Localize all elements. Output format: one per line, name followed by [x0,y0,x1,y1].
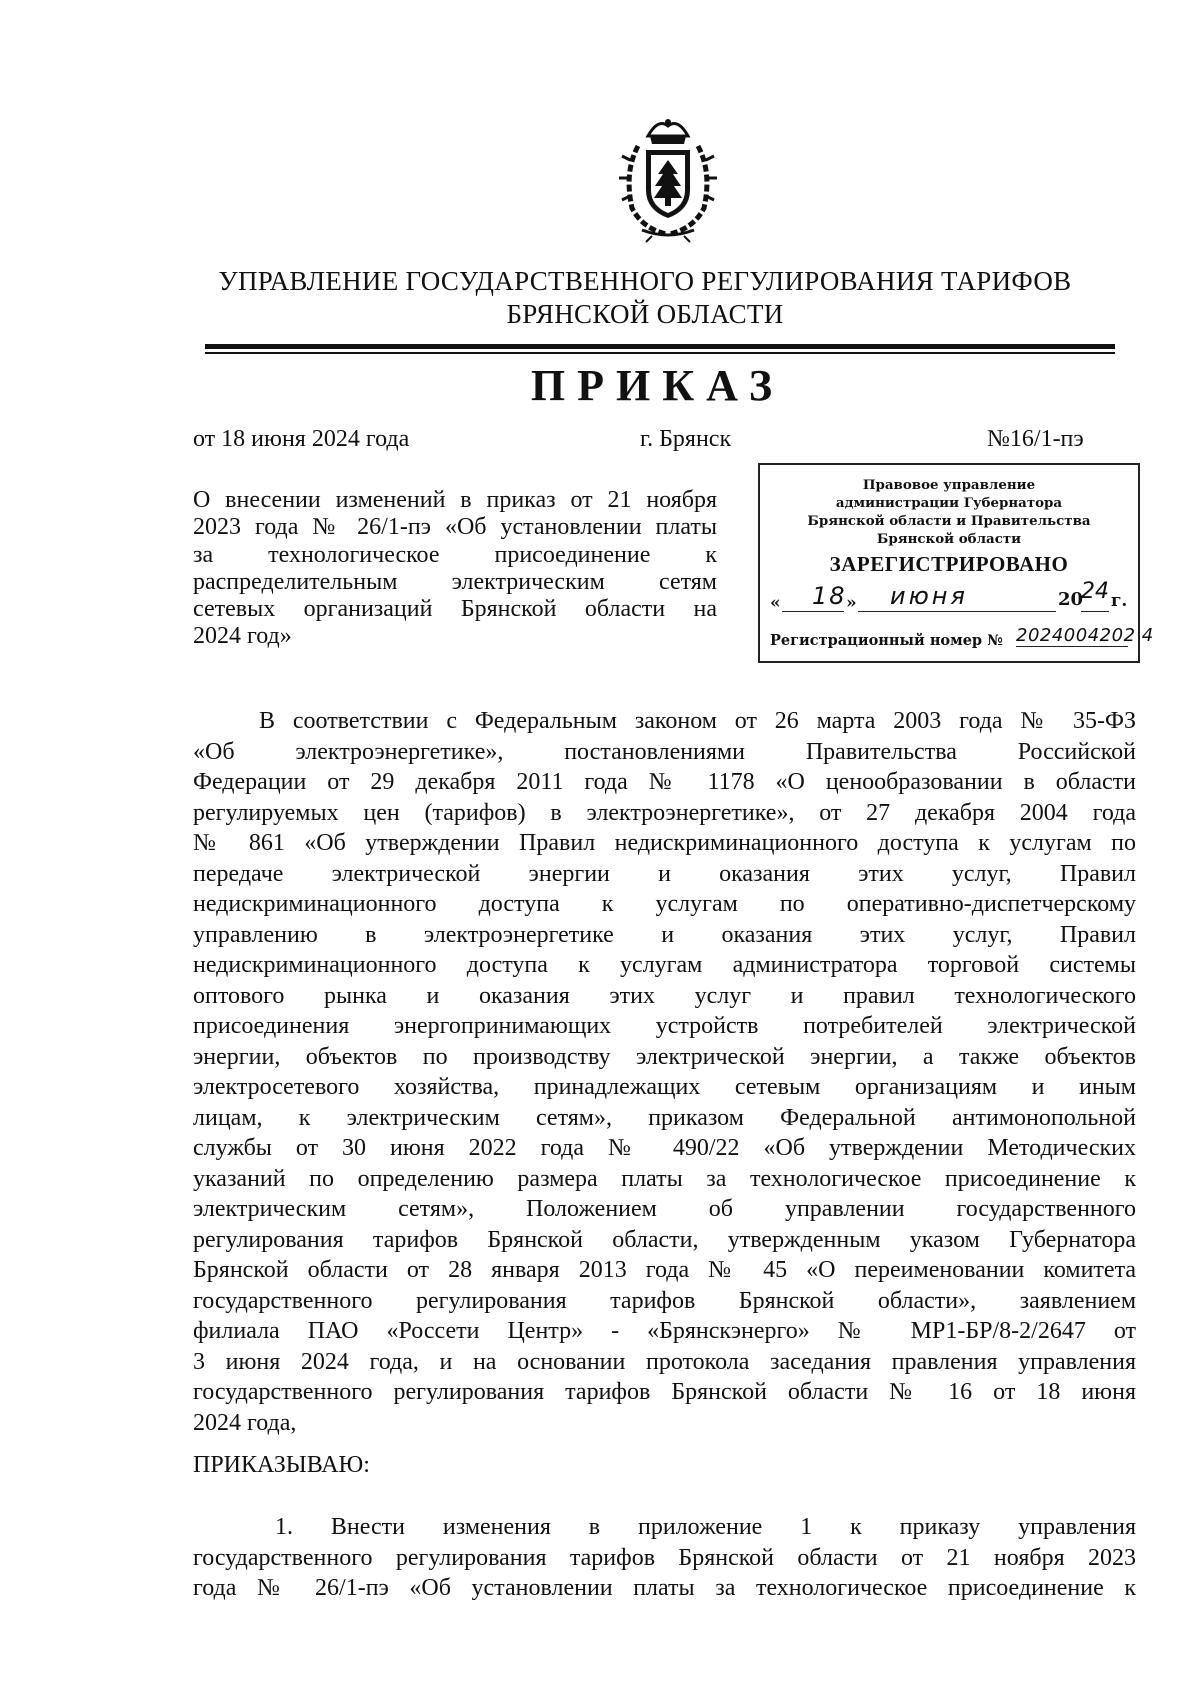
body-line: филиала ПАО «Россети Центр» - «Брянскэнерго» № МР1-БР/8-2/2647 от [193,1318,1136,1344]
body-line: 3 июня 2024 года, и на основании протокола заседания правления управления [193,1348,1136,1375]
order-command: ПРИКАЗЫВАЮ: [193,1452,370,1478]
stamp-day-underline [782,611,844,612]
body-line: лицам, к электрическим сетям», приказом Федеральной антимонопольной [193,1104,1136,1131]
stamp-handwritten-month: июня [890,582,968,610]
stamp-year-suffix: г. [1111,591,1128,611]
header-rule-thin [205,352,1115,354]
order-city: г. Брянск [640,426,732,452]
order-number: №16/1-пэ [987,426,1084,452]
organization-name-line1: УПРАВЛЕНИЕ ГОСУДАРСТВЕННОГО РЕГУЛИРОВАНИЯ ТАРИФОВ [218,266,1072,296]
stamp-handwritten-year: 24 [1081,579,1109,604]
stamp-authority-line: Правовое управление [862,477,1036,493]
body-line: электрическим сетям», Положением об управлении государственного [193,1196,1136,1222]
subject-line: О внесении изменений в приказ от 21 ноября [193,487,717,513]
header-rule-thick [205,344,1115,349]
registration-stamp [758,463,1154,663]
stamp-quote-close: » [846,593,857,613]
body-line: электросетевого хозяйства, принадлежащих сетевым организациям и иным [193,1074,1136,1100]
body-line: Брянской области от 28 января 2013 года № 45 «О переименовании комитета [193,1257,1136,1283]
item-line: года № 26/1-пэ «Об установлении платы за технологическое присоединение к [193,1575,1136,1601]
body-line: указаний по определению размера платы за технологическое присоединение к [193,1165,1136,1192]
stamp-authority-line: Брянской области [876,531,1022,547]
order-date: от 18 июня 2024 года [193,426,410,452]
body-line: передаче электрической энергии и оказания этих услуг, Правил [193,860,1136,887]
stamp-year-underline [1081,611,1109,612]
body-line: недискриминационного доступа к услугам администратора торговой системы [193,952,1136,978]
body-line: оптового рынка и оказания этих услуг и правил технологического [193,982,1136,1009]
stamp-authority-line: Брянской области и Правительства [807,513,1091,529]
preamble-paragraph [193,706,1136,1438]
body-line: регулирования тарифов Брянской области, утвержденным указом Губернатора [193,1226,1136,1253]
order-item-1 [193,1512,1136,1604]
subject-line: распределительным электрическим сетям [193,568,717,595]
coat-of-arms-icon [608,112,728,244]
body-line: № 861 «Об утверждении Правил недискриминационного доступа к услугам по [193,830,1136,856]
item-line: государственного регулирования тарифов Брянской области от 21 ноября 2023 [193,1544,1136,1571]
body-line: В соответствии с Федеральным законом от 26 марта 2003 года № 35-ФЗ [259,708,1136,734]
stamp-year-prefix: 20 [1058,589,1084,610]
stamp-month-underline [858,611,1056,612]
stamp-registered-label: ЗАРЕГИСТРИРОВАНО [829,552,1069,576]
stamp-authority-line: администрации Губернатора [835,495,1063,511]
stamp-reg-label: Регистрационный номер № [770,632,1003,649]
organization-name-line2: БРЯНСКОЙ ОБЛАСТИ [506,299,784,329]
document-title: ПРИКАЗ [530,361,785,410]
body-line: государственного регулирования тарифов Брянской области», заявлением [193,1287,1136,1314]
body-line: «Об электроэнергетике», постановлениями Правительства Российской [193,738,1136,765]
order-subject [193,487,717,651]
subject-line: 2023 года № 26/1-пэ «Об установлении платы [193,514,717,541]
stamp-date-line [770,579,1132,615]
body-line: Федерации от 29 декабря 2011 года № 1178 «О ценообразовании в области [193,769,1136,795]
stamp-handwritten-day: 18 [812,582,847,610]
body-line: государственного регулирования тарифов Брянской области № 16 от 18 июня [193,1379,1136,1405]
subject-line: 2024 год» [193,623,292,650]
body-line: 2024 года, [193,1409,297,1436]
body-line: присоединения энергопринимающих устройств потребителей электрической [193,1013,1136,1039]
stamp-handwritten-reg-number: 2024004202 4 [1016,625,1154,646]
subject-line: сетевых организаций Брянской области на [193,596,717,623]
body-line: службы от 30 июня 2022 года № 490/22 «Об утверждении Методических [193,1135,1136,1161]
stamp-quote-open: « [770,593,781,613]
body-line: энергии, объектов по производству электрической энергии, а также объектов [193,1043,1136,1070]
body-line: недискриминационного доступа к услугам по оперативно-диспетчерскому [193,891,1136,917]
body-line: управлению в электроэнергетике и оказания этих услуг, Правил [193,921,1136,948]
item-line: 1. Внести изменения в приложение 1 к приказу управления [275,1514,1136,1540]
body-line: регулируемых цен (тарифов) в электроэнергетике», от 27 декабря 2004 года [193,799,1136,826]
subject-line: за технологическое присоединение к [193,541,717,568]
